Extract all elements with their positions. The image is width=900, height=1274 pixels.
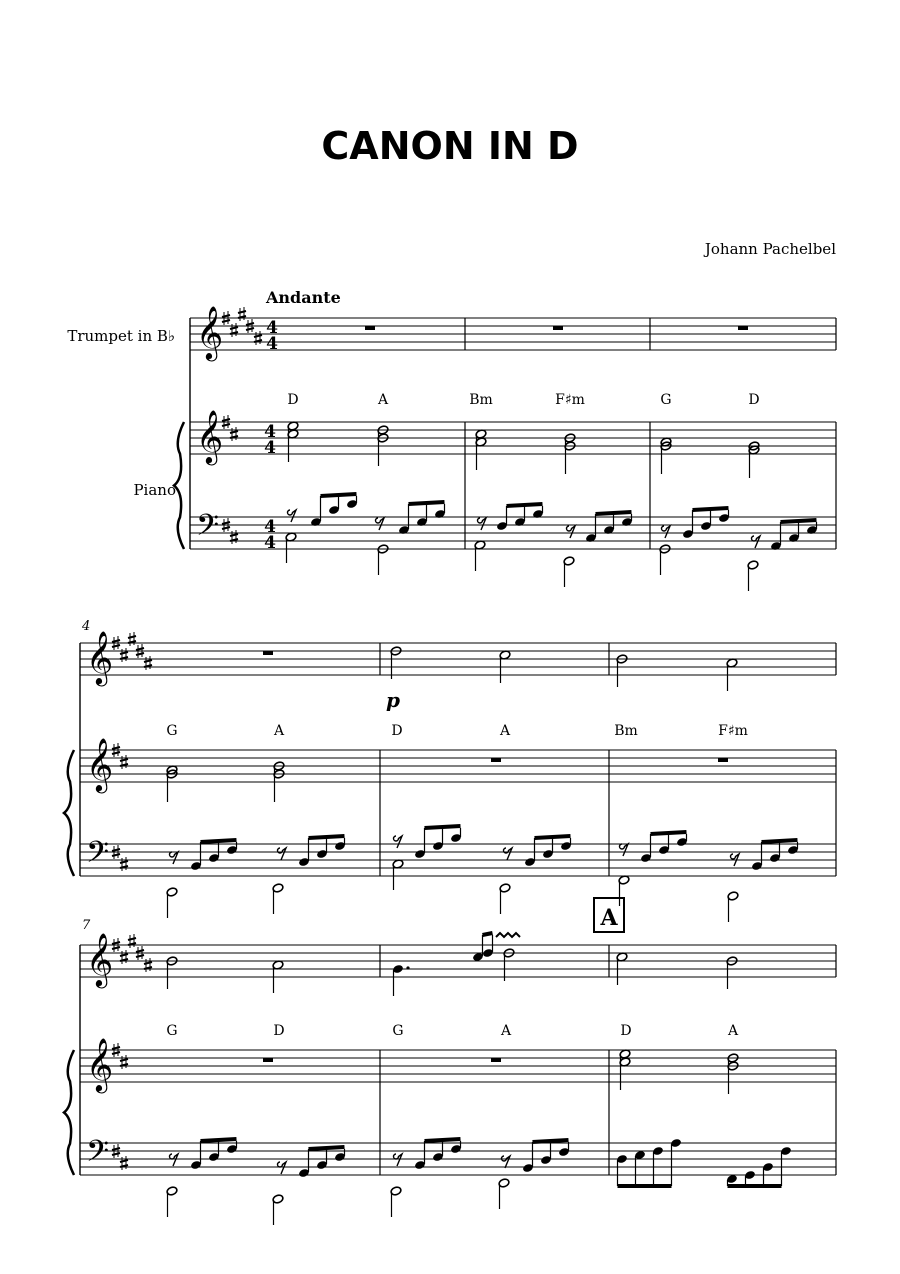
chord-symbol: A [499, 723, 511, 739]
chord-symbol: D [391, 723, 403, 739]
piece-title: CANON IN D [321, 124, 579, 168]
bass-clef: 𝄢 [86, 1135, 110, 1176]
measure-number-4: 4 [82, 619, 91, 634]
trumpet-staff-2 [80, 643, 836, 675]
beam [409, 502, 445, 504]
beam [651, 832, 687, 834]
key-sharp [120, 1055, 128, 1069]
chord-symbol: D [748, 392, 760, 408]
beam [201, 1139, 237, 1141]
eighth-rest [278, 848, 287, 860]
piano-bass-staff-2 [80, 844, 836, 876]
time-sig-top: 4 [264, 517, 276, 537]
measure-number-7: 7 [82, 918, 91, 933]
eighth-rest [376, 518, 385, 530]
rehearsal-mark: A [600, 905, 618, 931]
instrument-name-piano: Piano [133, 481, 176, 499]
bass-clef: 𝄢 [86, 836, 110, 877]
chord-symbol: F♯m [718, 723, 748, 739]
chord-symbol: D [273, 1023, 285, 1039]
whole-rest [491, 1058, 501, 1062]
chord-symbol: F♯m [555, 392, 585, 408]
beam [309, 836, 345, 838]
chord-symbol: G [166, 723, 178, 739]
whole-rest [365, 326, 375, 330]
beam [535, 836, 571, 838]
treble-clef: 𝄞 [86, 1037, 114, 1091]
eighth-rest [502, 1156, 511, 1168]
eighth-rest [288, 510, 297, 522]
key-sharp [128, 632, 136, 646]
chord-symbol: Bm [469, 392, 493, 408]
instrument-name-trumpet: Trumpet in B♭ [67, 327, 175, 345]
eighth-rest [170, 852, 179, 864]
key-sharp [230, 427, 238, 441]
time-sig-bottom: 4 [264, 438, 276, 458]
time-sig-bottom: 4 [266, 334, 278, 354]
eighth-rest [620, 844, 629, 856]
beam [507, 504, 543, 506]
time-sig-top: 4 [266, 318, 278, 338]
trill-mordent [496, 933, 520, 937]
key-sharp [120, 755, 128, 769]
composer-name: Johann Pachelbel [704, 240, 836, 258]
eighth-rest [504, 848, 513, 860]
treble-clef: 𝄞 [196, 305, 224, 359]
chord-symbol: G [660, 392, 672, 408]
whole-rest [491, 758, 501, 762]
key-sharp [120, 648, 128, 662]
beam [425, 826, 461, 828]
time-sig-bottom: 4 [264, 533, 276, 553]
tempo-marking: Andante [266, 288, 341, 307]
time-sig-top: 4 [264, 422, 276, 442]
key-sharp [144, 656, 152, 670]
treble-clef: 𝄞 [86, 737, 114, 791]
piano-treble-staff-3 [80, 1050, 836, 1082]
beam [201, 840, 237, 842]
eighth-rest [394, 836, 403, 848]
chord-symbol: A [500, 1023, 512, 1039]
dot [406, 966, 409, 969]
eighth-rest [662, 526, 671, 538]
beam [483, 933, 493, 935]
whole-rest [263, 651, 273, 655]
key-sharp [230, 323, 238, 337]
beam [596, 512, 632, 514]
treble-clef: 𝄞 [86, 630, 114, 684]
chord-symbol: A [273, 723, 285, 739]
chord-symbol: G [392, 1023, 404, 1039]
piano-brace [64, 750, 74, 876]
whole-rest [263, 1058, 273, 1062]
eighth-rest [478, 518, 487, 530]
piano-brace [64, 1050, 74, 1175]
eighth-rest [170, 1154, 179, 1166]
beam [425, 1139, 461, 1141]
eighth-rest [752, 536, 761, 548]
chord-symbol: Bm [614, 723, 638, 739]
beam [533, 1140, 569, 1142]
chord-symbol: A [727, 1023, 739, 1039]
chord-symbol: D [620, 1023, 632, 1039]
eighth-rest [394, 1154, 403, 1166]
beam [693, 508, 729, 510]
whole-rest [718, 758, 728, 762]
key-sharp [230, 530, 238, 544]
key-sharp [128, 934, 136, 948]
beam [309, 1147, 345, 1149]
chord-symbol: A [377, 392, 389, 408]
key-sharp [120, 857, 128, 871]
key-sharp [238, 307, 246, 321]
key-sharp [120, 1156, 128, 1170]
piano-treble-staff-1 [190, 422, 836, 454]
piano-brace [174, 422, 184, 549]
whole-rest [553, 326, 563, 330]
beam [321, 494, 357, 496]
trumpet-staff-1 [190, 318, 836, 350]
dynamic-marking: p [386, 688, 400, 712]
key-sharp [254, 331, 262, 345]
trumpet-staff-3 [80, 945, 836, 977]
chord-symbol: D [287, 392, 299, 408]
treble-clef: 𝄞 [196, 409, 224, 463]
beam [781, 520, 817, 522]
treble-clef: 𝄞 [86, 932, 114, 986]
eighth-rest [278, 1162, 287, 1174]
beam [762, 840, 798, 842]
key-sharp [144, 958, 152, 972]
key-sharp [120, 950, 128, 964]
chord-symbol: G [166, 1023, 178, 1039]
whole-rest [738, 326, 748, 330]
eighth-rest [567, 526, 576, 538]
piano-treble-staff-2 [80, 750, 836, 782]
bass-clef: 𝄢 [196, 509, 220, 550]
